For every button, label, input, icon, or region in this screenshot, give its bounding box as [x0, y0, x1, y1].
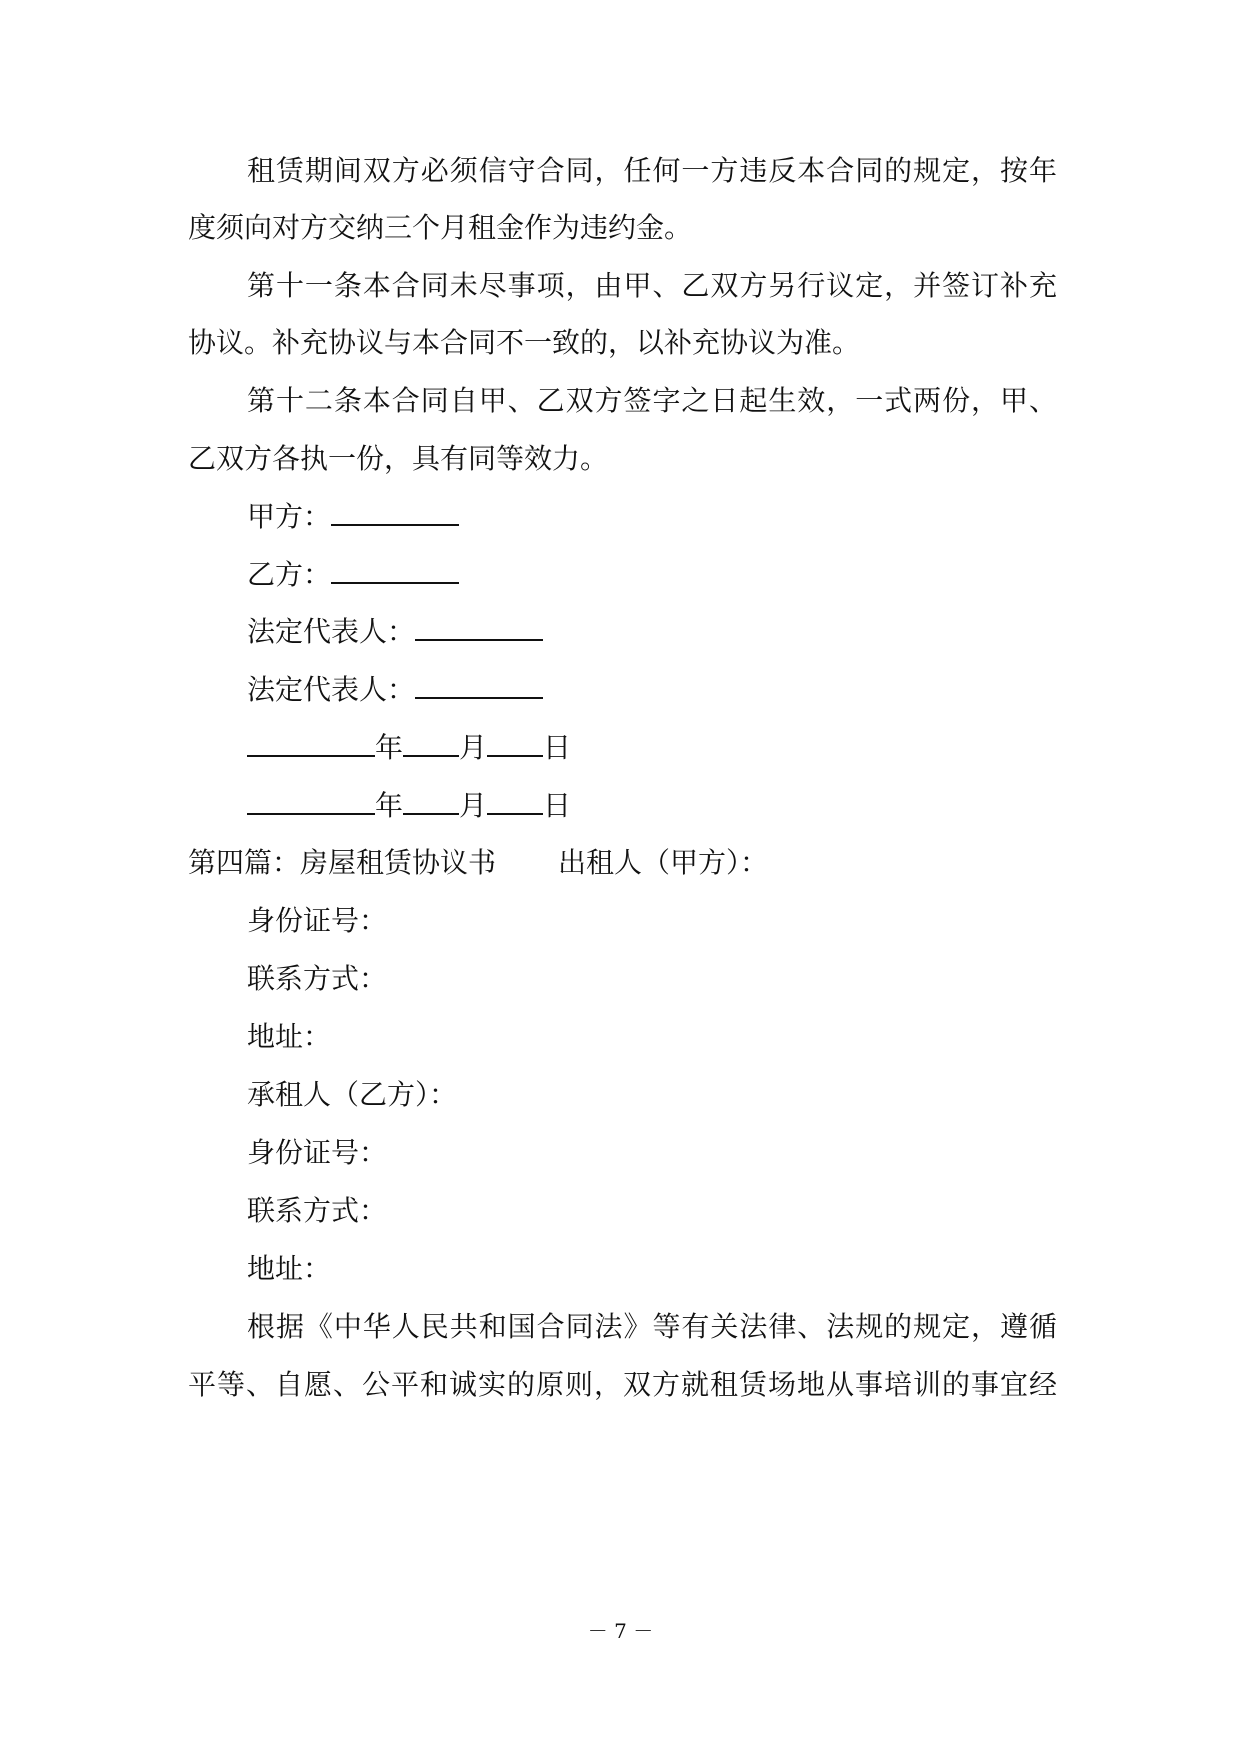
article-12-line: 乙双方各执一份，具有同等效力。 [188, 442, 609, 475]
day-label: 日 [543, 731, 572, 764]
basis-paragraph-line: 平等、自愿、公平和诚实的原则，双方就租赁场地从事培训的事宜经 [188, 1368, 1057, 1401]
lessor-label: 出租人（甲方）： [558, 846, 769, 879]
lessor-id-field: 身份证号： [247, 904, 388, 937]
lessee-address-field: 地址： [247, 1252, 332, 1285]
party-b-label: 乙方： [247, 558, 332, 591]
lessor-address-field: 地址： [247, 1020, 332, 1053]
year-blank [247, 729, 375, 757]
article-12-line: 第十二条本合同自甲、乙双方签字之日起生效，一式两份，甲、 [247, 384, 1057, 417]
basis-paragraph-line: 根据《中华人民共和国合同法》等有关法律、法规的规定，遵循 [247, 1310, 1057, 1343]
year-label: 年 [375, 731, 404, 764]
day-blank [487, 729, 543, 757]
day-label: 日 [543, 789, 572, 822]
party-b-blank [331, 556, 459, 584]
signature-date-1 [247, 728, 571, 768]
article-11-line: 第十一条本合同未尽事项，由甲、乙双方另行议定，并签订补充 [247, 269, 1057, 302]
section-4-title: 第四篇：房屋租赁协议书 [188, 846, 497, 879]
signature-date-2 [247, 786, 571, 826]
lessee-id-field: 身份证号： [247, 1136, 388, 1169]
lessee-contact-field: 联系方式： [247, 1194, 388, 1227]
paragraph-line: 租赁期间双方必须信守合同，任何一方违反本合同的规定，按年 [247, 154, 1057, 187]
lessor-contact-field: 联系方式： [247, 962, 388, 995]
section-4-heading [188, 843, 768, 883]
signature-legal-rep-1 [247, 612, 543, 652]
legal-rep-label: 法定代表人： [247, 673, 416, 706]
month-blank [403, 787, 459, 815]
signature-party-a [247, 497, 459, 537]
signature-legal-rep-2 [247, 670, 543, 710]
page-number: － 7 － [587, 1619, 654, 1643]
party-a-blank [331, 498, 459, 526]
month-label: 月 [459, 731, 488, 764]
article-11-line: 协议。补充协议与本合同不一致的，以补充协议为准。 [188, 326, 861, 359]
paragraph-line: 度须向对方交纳三个月租金作为违约金。 [188, 211, 693, 244]
party-a-label: 甲方： [247, 500, 332, 533]
day-blank [487, 787, 543, 815]
signature-party-b [247, 555, 459, 595]
year-blank [247, 787, 375, 815]
year-label: 年 [375, 789, 404, 822]
month-blank [403, 729, 459, 757]
month-label: 月 [459, 789, 488, 822]
legal-rep-label: 法定代表人： [247, 615, 416, 648]
lessee-label: 承租人（乙方）： [247, 1078, 458, 1111]
legal-rep-blank [415, 613, 543, 641]
legal-rep-blank [415, 671, 543, 699]
